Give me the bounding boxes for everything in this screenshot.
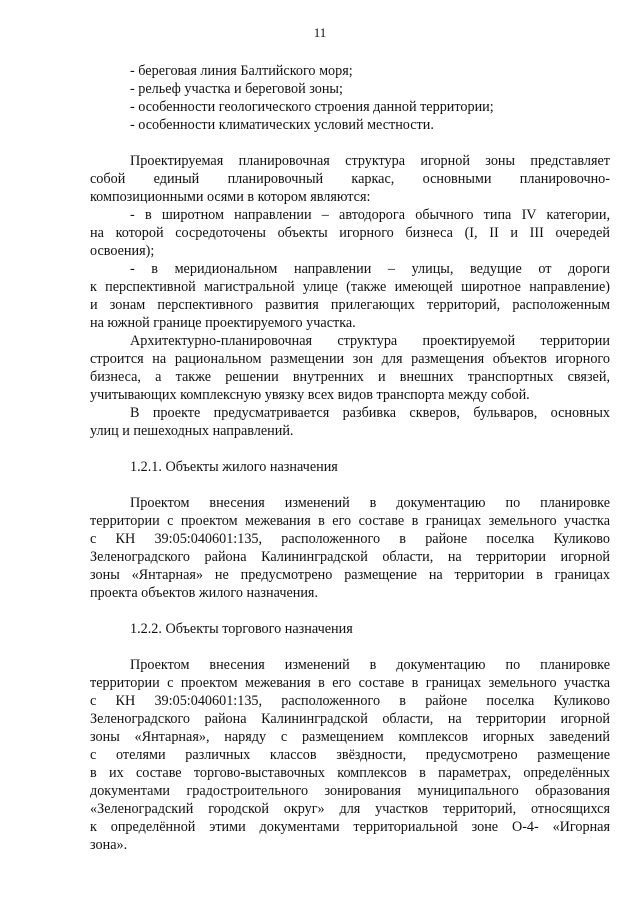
- paragraph-line: освоения);: [90, 243, 155, 259]
- paragraph-line: территории с проектом межевания в его составе в границах земельного участка: [90, 675, 610, 691]
- paragraph-line: учитывающих комплексную увязку всех видов транспорта между собой.: [90, 387, 530, 403]
- paragraph-line: - в широтном направлении – автодорога обычного типа IV категории,: [130, 207, 610, 223]
- paragraph-line: зоны «Янтарная», наряду с размещением комплексов игорных заведений: [90, 729, 610, 745]
- bullet-item: - береговая линия Балтийского моря;: [130, 63, 353, 79]
- section-heading: 1.2.2. Объекты торгового назначения: [130, 621, 353, 637]
- paragraph-line: Проектируемая планировочная структура игорной зоны представляет: [130, 153, 610, 169]
- paragraph-line: к перспективной магистральной улице (также имеющей широтное направление): [90, 279, 610, 295]
- paragraph-line: к определённой этими документами территориальной зоне О-4- «Игорная: [90, 819, 610, 835]
- paragraph-line: документами градостроительного зонирования муниципального образования: [90, 783, 610, 799]
- paragraph-line: проекта объектов жилого назначения.: [90, 585, 319, 601]
- paragraph-line: зоны «Янтарная» не предусмотрено размещение на территории в границах: [90, 567, 610, 583]
- paragraph-line: Зеленоградского района Калининградской области, на территории игорной: [90, 549, 610, 565]
- section-heading: 1.2.1. Объекты жилого назначения: [130, 459, 338, 475]
- bullet-item: - особенности климатических условий местности.: [130, 117, 434, 133]
- paragraph-line: в их составе торгово-выставочных комплексов в параметрах, определённых: [90, 765, 610, 781]
- paragraph-line: строится на рациональном размещении зон для размещения объектов игорного: [90, 351, 610, 367]
- paragraph-line: зона».: [90, 837, 128, 853]
- paragraph-line: и зонам перспективного развития прилегающих территорий, расположенным: [90, 297, 610, 313]
- bullet-item: - особенности геологического строения данной территории;: [130, 99, 494, 115]
- paragraph-line: с КН 39:05:040601:135, расположенного в районе поселка Куликово: [90, 693, 610, 709]
- bullet-item: - рельеф участка и береговой зоны;: [130, 81, 343, 97]
- paragraph-line: композиционными осями в котором являются:: [90, 189, 371, 205]
- paragraph-line: - в меридиональном направлении – улицы, ведущие от дороги: [130, 261, 610, 277]
- paragraph-line: территории с проектом межевания в его составе в границах земельного участка: [90, 513, 610, 529]
- paragraph-line: улиц и пешеходных направлений.: [90, 423, 294, 439]
- paragraph-line: собой единый планировочный каркас, основными планировочно-: [90, 171, 610, 187]
- paragraph-line: Проектом внесения изменений в документацию по планировке: [130, 495, 610, 511]
- paragraph-line: бизнеса, а также решении внутренних и внешних транспортных связей,: [90, 369, 610, 385]
- paragraph-line: с отелями различных классов звёздности, предусмотрено размещение: [90, 747, 610, 763]
- page-number: 11: [313, 25, 327, 40]
- paragraph-line: В проекте предусматривается разбивка скверов, бульваров, основных: [130, 405, 610, 421]
- paragraph-line: на которой сосредоточены объекты игорного бизнеса (I, II и III очередей: [90, 225, 610, 241]
- paragraph-line: на южной границе проектируемого участка.: [90, 315, 356, 331]
- paragraph-line: Зеленоградского района Калининградской области, на территории игорной: [90, 711, 610, 727]
- paragraph-line: с КН 39:05:040601:135, расположенного в районе поселка Куликово: [90, 531, 610, 547]
- paragraph-line: Проектом внесения изменений в документацию по планировке: [130, 657, 610, 673]
- paragraph-line: «Зеленоградский городской округ» для участков территорий, относящихся: [90, 801, 610, 817]
- paragraph-line: Архитектурно-планировочная структура проектируемой территории: [130, 333, 610, 349]
